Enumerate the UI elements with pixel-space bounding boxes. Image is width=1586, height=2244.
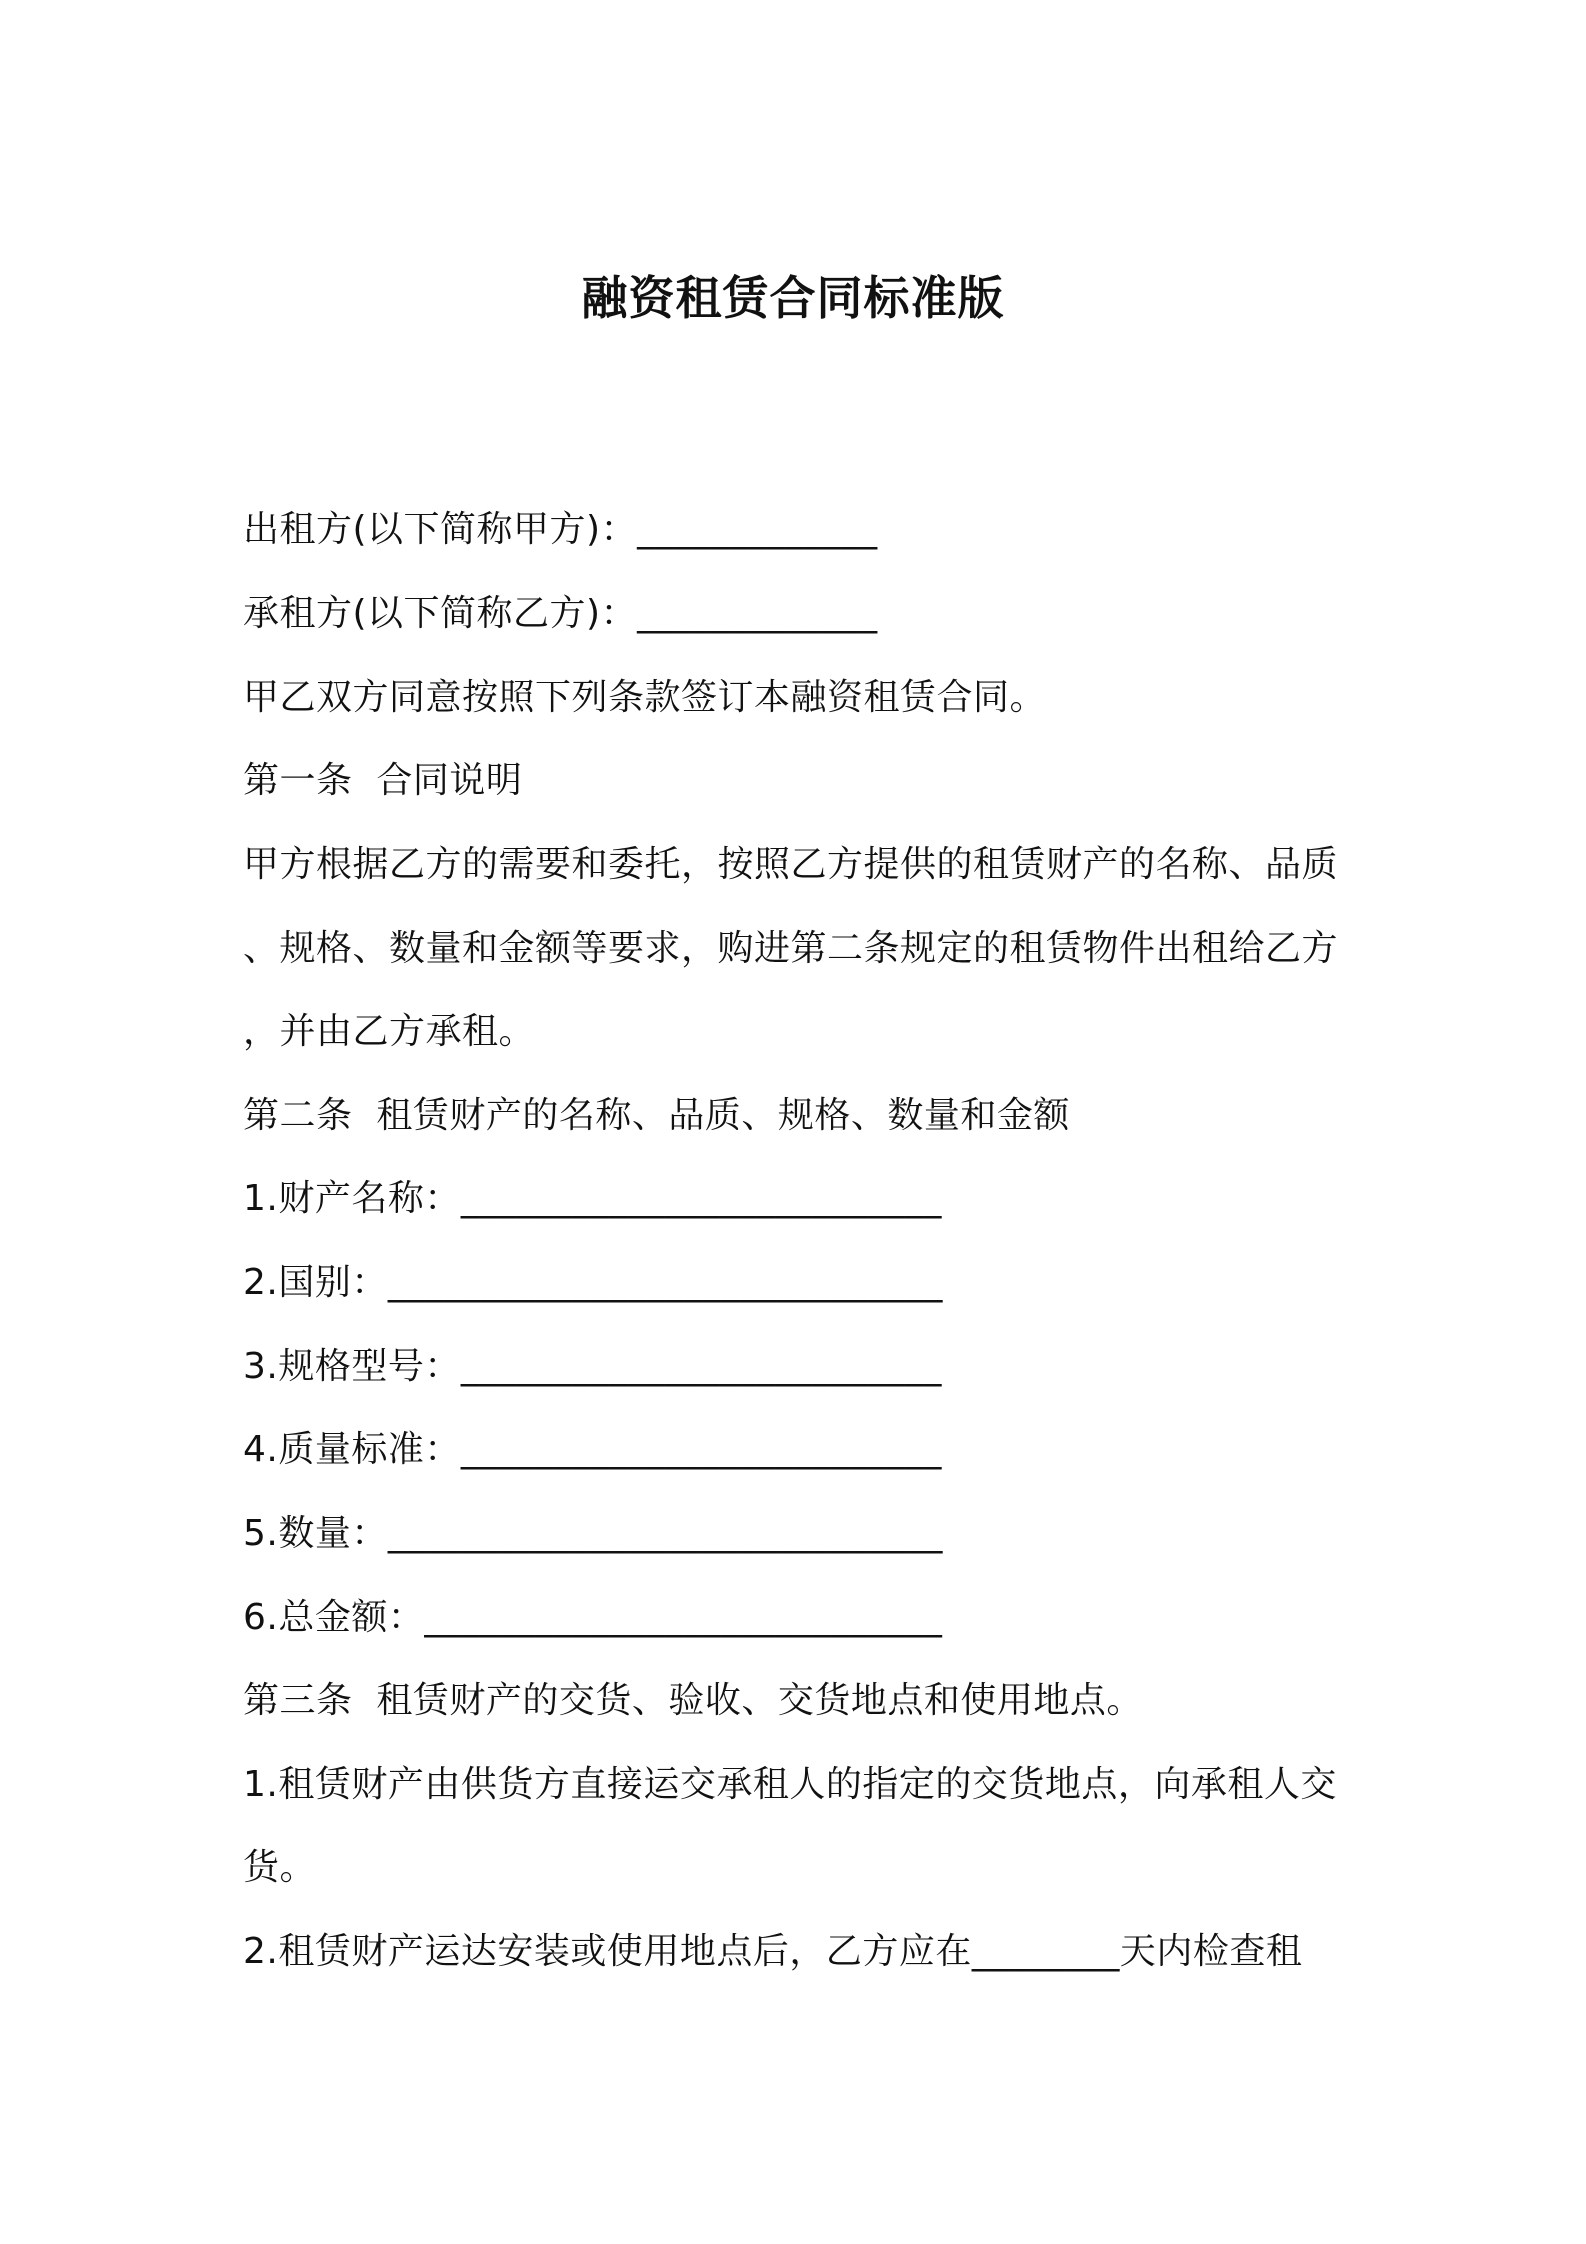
article-1-heading: 第一条 合同说明 [243, 760, 523, 801]
item-quality-standard: 4.质量标准：__________________________ [243, 1429, 942, 1470]
article-3-item-2-line-1: 2.租赁财产运达安装或使用地点后，乙方应在________天内检查租 [243, 1931, 1303, 1972]
article-3-item-1-line-2: 货。 [243, 1847, 317, 1888]
item-country: 2.国别：______________________________ [243, 1262, 943, 1303]
item-total-amount: 6.总金额：____________________________ [243, 1597, 943, 1638]
article-1-text-3: ，并由乙方承租。 [243, 1011, 536, 1052]
item-property-name: 1.财产名称：__________________________ [243, 1178, 942, 1219]
article-3-heading: 第三条 租赁财产的交货、验收、交货地点和使用地点。 [243, 1680, 1143, 1721]
document-title: 融资租赁合同标准版 [581, 271, 1005, 325]
item-quantity: 5.数量：______________________________ [243, 1513, 943, 1554]
article-3-item-1-line-1: 1.租赁财产由供货方直接运交承租人的指定的交货地点，向承租人交 [243, 1764, 1337, 1805]
item-model: 3.规格型号：__________________________ [243, 1346, 942, 1387]
lessor-line: 出租方(以下简称甲方)：_____________ [243, 509, 878, 550]
article-2-heading: 第二条 租赁财产的名称、品质、规格、数量和金额 [243, 1095, 1070, 1136]
article-1-text-1: 甲方根据乙方的需要和委托，按照乙方提供的租赁财产的名称、品质 [243, 844, 1339, 885]
agreement-intro: 甲乙双方同意按照下列条款签订本融资租赁合同。 [243, 677, 1047, 718]
lessee-line: 承租方(以下简称乙方)：_____________ [243, 593, 878, 634]
article-1-text-2: 、规格、数量和金额等要求，购进第二条规定的租赁物件出租给乙方 [243, 928, 1339, 969]
